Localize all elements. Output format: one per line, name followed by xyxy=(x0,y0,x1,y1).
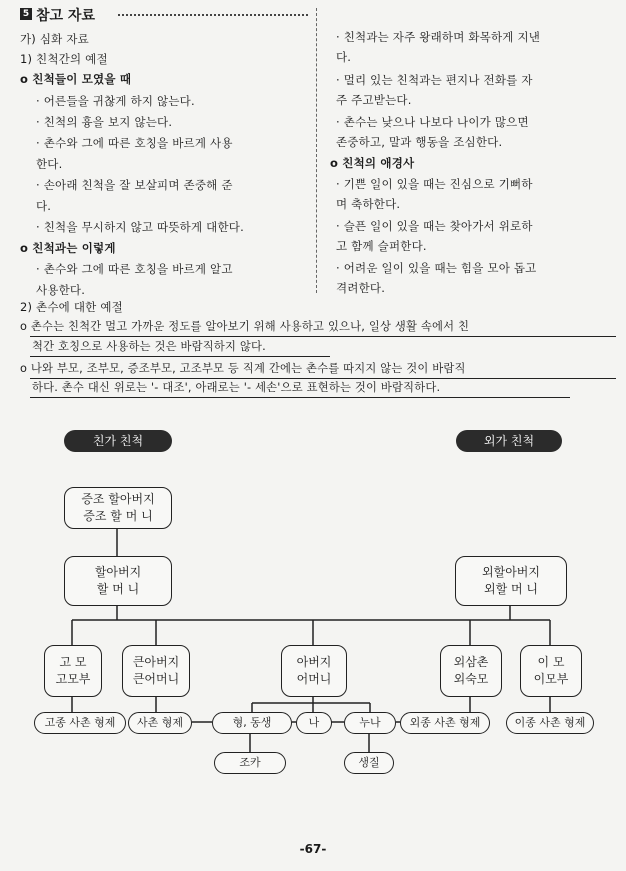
self-leaf: 나 xyxy=(296,712,332,734)
rule-line: o 촌수는 친척간 멀고 가까운 정도를 알아보기 위해 사용하고 있으나, 일상 생활 속에서 친 xyxy=(20,320,470,333)
list-item: · 친척의 흉을 보지 않는다. xyxy=(36,115,173,129)
great-grandparents-node xyxy=(64,487,172,529)
list-item: 고 함께 슬퍼한다. xyxy=(336,239,427,253)
grandparents-node xyxy=(64,556,172,606)
section-badge: 5 xyxy=(20,8,32,20)
list-item: 존중하고, 말과 행동을 조심한다. xyxy=(336,135,503,149)
list-item: · 친척과는 자주 왕래하며 화목하게 지낸 xyxy=(336,30,541,44)
list-item: · 손아래 친척을 잘 보살피며 존중해 준 xyxy=(36,178,233,192)
list-item: 사용한다. xyxy=(36,283,86,297)
node-line: 고 모 xyxy=(59,655,87,669)
maternal-relatives-label: 외가 친척 xyxy=(456,430,562,452)
bullet-heading: o 친척의 애경사 xyxy=(330,156,415,170)
parents-node xyxy=(281,645,347,697)
page-number: -67- xyxy=(299,842,327,856)
node-line: 할아버지 xyxy=(94,565,142,579)
rule-line: 척간 호칭으로 사용하는 것은 바람직하지 않다. xyxy=(32,340,266,353)
maternal-cousins-leaf: 외종 사촌 형제 xyxy=(400,712,490,734)
section-heading: 가) 심화 자료 xyxy=(20,32,89,46)
list-item: · 친척을 무시하지 않고 따뜻하게 대한다. xyxy=(36,220,244,234)
node-line: 이모부 xyxy=(533,672,569,686)
nephew-leaf: 조카 xyxy=(214,752,286,774)
maternal-grandparents-node xyxy=(455,556,567,606)
sisters-child-leaf: 생질 xyxy=(344,752,394,774)
list-item: 한다. xyxy=(36,157,63,171)
siblings-leaf: 형, 동생 xyxy=(212,712,292,734)
paternal-relatives-label: 친가 친척 xyxy=(64,430,172,452)
aunt-gomo-node xyxy=(44,645,102,697)
node-line: 외숙모 xyxy=(453,672,489,686)
node-line: 고모부 xyxy=(55,672,91,686)
page-title: 참고 자료 xyxy=(36,8,95,24)
cousins-leaf: 사촌 형제 xyxy=(128,712,192,734)
node-line: 외할 머 니 xyxy=(484,582,538,596)
list-item: · 기쁜 일이 있을 때는 진심으로 기뻐하 xyxy=(336,177,533,191)
list-item: · 멀리 있는 친척과는 편지나 전화를 자 xyxy=(336,73,533,87)
list-item: · 슬픈 일이 있을 때는 찾아가서 위로하 xyxy=(336,219,533,233)
uncle-keun-node xyxy=(122,645,190,697)
bullet-heading: o 친척들이 모였을 때 xyxy=(20,72,132,86)
maternal-aunt-node xyxy=(520,645,582,697)
list-item: 다. xyxy=(36,199,52,213)
aunt-cousins-leaf: 이종 사촌 형제 xyxy=(506,712,594,734)
list-item: · 촌수와 그에 따른 호칭을 바르게 알고 xyxy=(36,262,233,276)
list-item: · 어려운 일이 있을 때는 힘을 모아 돕고 xyxy=(336,261,537,275)
list-item: · 어른들을 귀찮게 하지 않는다. xyxy=(36,94,195,108)
rule-line: 하다. 촌수 대신 위로는 '- 대조', 아래로는 '- 세손'으로 표현하는 것이 바람직하다. xyxy=(32,381,441,394)
list-item: · 촌수와 그에 따른 호칭을 바르게 사용 xyxy=(36,136,233,150)
list-item: 격려한다. xyxy=(336,281,386,295)
node-line: 증조 할 머 니 xyxy=(83,509,153,523)
list-item: · 촌수는 낮으나 나보다 나이가 많으면 xyxy=(336,115,529,129)
paternal-cousins-leaf: 고종 사촌 형제 xyxy=(34,712,126,734)
node-line: 아버지 xyxy=(296,655,332,669)
subsection-heading: 2) 촌수에 대한 예절 xyxy=(20,300,123,314)
list-item: 주 주고받는다. xyxy=(336,93,412,107)
node-line: 큰어머니 xyxy=(132,672,180,686)
subsection-heading: 1) 친척간의 예절 xyxy=(20,52,108,66)
bullet-heading: o 친척과는 이렇게 xyxy=(20,241,116,255)
node-line: 어머니 xyxy=(296,672,332,686)
list-item: 며 축하한다. xyxy=(336,197,401,211)
node-line: 할 머 니 xyxy=(96,582,140,596)
node-line: 외할아버지 xyxy=(482,565,540,579)
node-line: 이 모 xyxy=(537,655,565,669)
node-line: 큰아버지 xyxy=(132,655,180,669)
list-item: 다. xyxy=(336,50,352,64)
node-line: 증조 할아버지 xyxy=(81,492,155,506)
rule-line: o 나와 부모, 조부모, 증조부모, 고조부모 등 직계 간에는 촌수를 따지지 않는 것이 바람직 xyxy=(20,362,466,375)
node-line: 외삼촌 xyxy=(453,655,489,669)
older-sister-leaf: 누나 xyxy=(344,712,396,734)
maternal-uncle-node xyxy=(440,645,502,697)
